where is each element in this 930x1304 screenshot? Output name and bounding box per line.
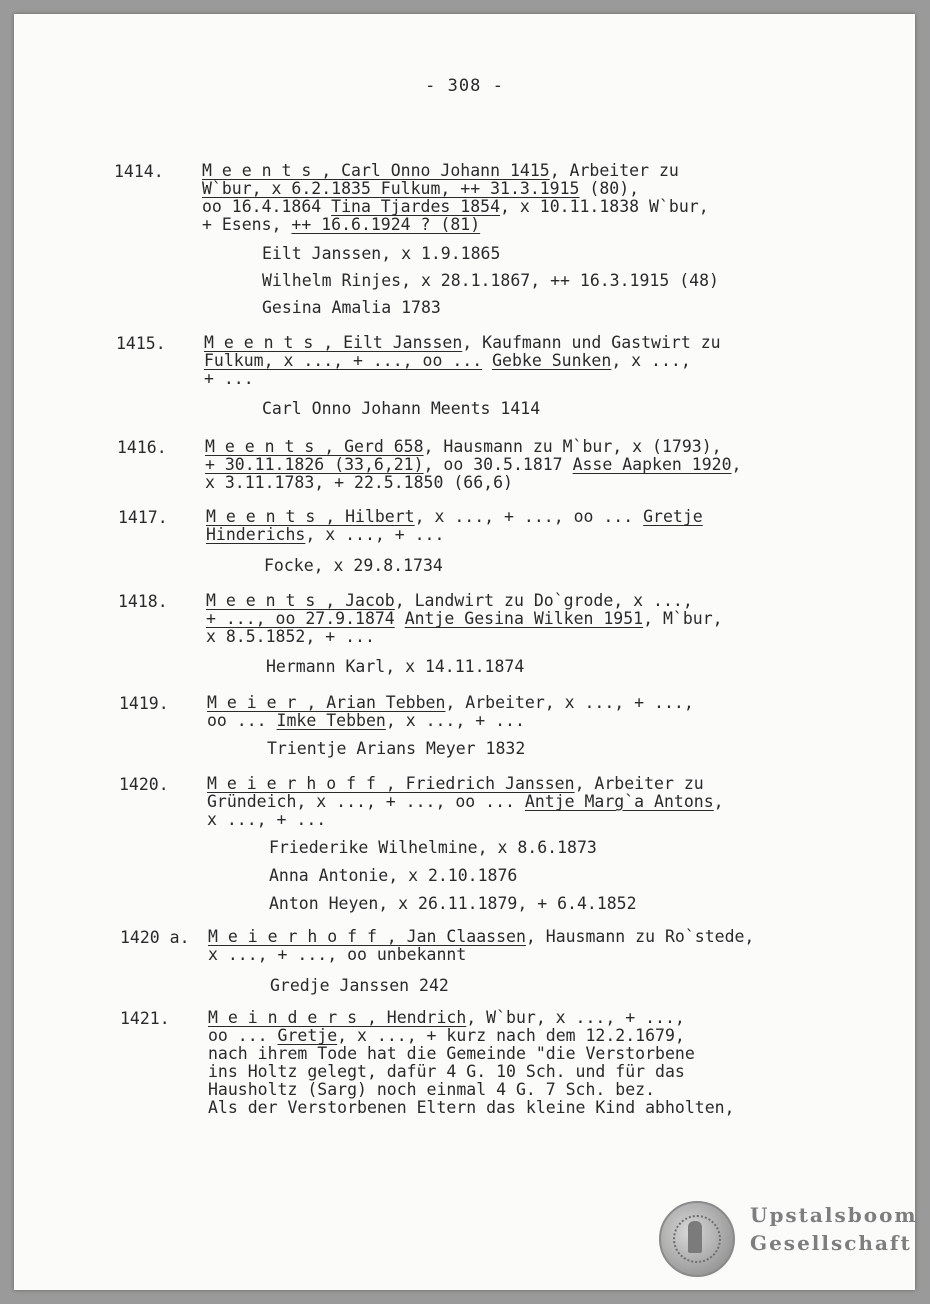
child-line: Focke, x 29.8.1734 — [264, 556, 443, 575]
text-line — [204, 334, 824, 352]
text-segment: x ..., + ... — [207, 810, 327, 829]
underlined-text: + ..., oo 27.9.1874 — [206, 609, 395, 628]
text-segment: oo ... — [207, 711, 277, 730]
text-line — [208, 946, 828, 964]
entry-number: 1416. — [117, 438, 167, 457]
child-line: Gredje Janssen 242 — [270, 976, 449, 995]
text-segment: x 8.5.1852, + ... — [206, 627, 375, 646]
child-line: Hermann Karl, x 14.11.1874 — [266, 657, 525, 676]
entry-text — [206, 508, 826, 544]
text-segment: nach ihrem Tode hat die Gemeinde "die Verstorbene — [208, 1044, 695, 1063]
child-line: Anton Heyen, x 26.11.1879, + 6.4.1852 — [269, 894, 637, 913]
entry-number: 1414. — [114, 162, 164, 181]
underlined-text: Imke Tebben — [276, 711, 386, 730]
text-segment: , x ..., + ..., oo ... — [414, 507, 644, 526]
child-line: Eilt Janssen, x 1.9.1865 — [262, 244, 501, 263]
text-line — [208, 928, 828, 946]
text-segment: , x ..., + ... — [385, 711, 525, 730]
underlined-text: M e e n t s , Carl Onno Johann 1415 — [202, 161, 550, 180]
text-segment: x 3.11.1783, + 22.5.1850 (66,6) — [205, 473, 513, 492]
text-line — [202, 198, 822, 216]
text-segment: , W`bur, x ..., + ..., — [466, 1008, 685, 1027]
underlined-text: Hinderichs — [206, 525, 306, 544]
text-line — [208, 1099, 828, 1117]
seal-icon — [659, 1201, 735, 1277]
entry-number: 1415. — [116, 334, 166, 353]
text-segment: , x 10.11.1838 W`bur, — [500, 197, 709, 216]
entry-text — [204, 334, 824, 388]
logo-line-2: Gesellschaft — [750, 1231, 912, 1255]
entry-number: 1418. — [118, 592, 168, 611]
text-segment: Gründeich, x ..., + ..., oo ... — [207, 792, 525, 811]
text-line — [206, 628, 826, 646]
text-segment: , M`bur, — [643, 609, 723, 628]
text-line — [207, 712, 827, 730]
text-segment: , Hausmann zu M`bur, x (1793), — [423, 437, 722, 456]
text-segment: , Landwirt zu Do`grode, x ..., — [394, 591, 693, 610]
text-line — [207, 694, 827, 712]
text-line — [205, 474, 825, 492]
text-segment: , — [713, 792, 724, 811]
entry-number: 1420. — [119, 775, 169, 794]
text-line — [207, 793, 827, 811]
text-segment: ins Holtz gelegt, dafür 4 G. 10 Sch. und für das — [208, 1062, 685, 1081]
child-line: Trientje Arians Meyer 1832 — [267, 739, 526, 758]
text-line — [204, 370, 824, 388]
text-segment: , x ..., — [611, 351, 691, 370]
text-line — [202, 216, 822, 234]
text-segment: oo 16.4.1864 — [202, 197, 332, 216]
underlined-text: M e i e r , Arian Tebben — [207, 693, 446, 712]
underlined-text: M e e n t s , Eilt Janssen — [204, 333, 463, 352]
text-line — [208, 1081, 828, 1099]
text-segment: , oo 30.5.1817 — [423, 455, 573, 474]
underlined-text: Tina Tjardes 1854 — [331, 197, 501, 216]
text-segment: , Hausmann zu Ro`stede, — [525, 927, 755, 946]
page-number: - 308 - — [425, 76, 504, 96]
text-segment: Hausholtz (Sarg) noch einmal 4 G. 7 Sch. bez. — [208, 1080, 656, 1099]
text-segment: Als der Verstorbenen Eltern das kleine Kind abholten, — [208, 1098, 735, 1117]
text-segment: , Arbeiter zu — [574, 774, 704, 793]
text-segment: , — [731, 455, 742, 474]
underlined-text: M e e n t s , Jacob — [206, 591, 395, 610]
text-segment — [482, 351, 492, 370]
underlined-text: Antje Gesina Wilken 1951 — [404, 609, 644, 628]
entry-text — [202, 162, 822, 234]
underlined-text: Antje Marg`a Antons — [524, 792, 714, 811]
upstalsboom-logo — [659, 1199, 918, 1279]
underlined-text: M e e n t s , Gerd 658 — [205, 437, 424, 456]
text-segment — [395, 609, 405, 628]
child-line: Anna Antonie, x 2.10.1876 — [269, 866, 518, 885]
text-line — [204, 352, 824, 370]
entry-text — [205, 438, 825, 492]
entry-text — [208, 1009, 828, 1117]
text-segment: oo ... — [208, 1026, 278, 1045]
underlined-text: M e i e r h o f f , Friedrich Janssen — [207, 774, 575, 793]
entry-number: 1417. — [118, 508, 168, 527]
child-line: Friederike Wilhelmine, x 8.6.1873 — [269, 838, 597, 857]
underlined-text: Gebke Sunken — [492, 351, 612, 370]
underlined-text: M e i n d e r s , Hendrich — [208, 1008, 467, 1027]
text-line — [207, 811, 827, 829]
text-line — [208, 1027, 828, 1045]
entry-text — [207, 775, 827, 829]
text-line — [208, 1009, 828, 1027]
text-segment: + Esens, — [202, 215, 292, 234]
underlined-text: ++ 16.6.1924 ? (81) — [291, 215, 481, 234]
text-line — [202, 162, 822, 180]
underlined-text: + 30.11.1826 (33,6,21) — [205, 455, 424, 474]
text-line — [208, 1063, 828, 1081]
text-line — [206, 610, 826, 628]
entry-text — [208, 928, 828, 964]
underlined-text: M e e n t s , Hilbert — [206, 507, 415, 526]
text-segment: , Arbeiter zu — [549, 161, 679, 180]
entry-text — [207, 694, 827, 730]
text-segment: (80), — [579, 179, 640, 198]
text-line — [205, 438, 825, 456]
text-segment: , x ..., + kurz nach dem 12.2.1679, — [337, 1026, 685, 1045]
child-line: Carl Onno Johann Meents 1414 — [262, 399, 541, 418]
text-line — [206, 508, 826, 526]
text-segment: , Kaufmann und Gastwirt zu — [462, 333, 721, 352]
text-segment: x ..., + ..., oo unbekannt — [208, 945, 467, 964]
underlined-text: Gretje — [643, 507, 703, 526]
underlined-text: Asse Aapken 1920 — [572, 455, 732, 474]
text-line — [206, 592, 826, 610]
text-segment: , Arbeiter, x ..., + ..., — [445, 693, 694, 712]
child-line: Wilhelm Rinjes, x 28.1.1867, ++ 16.3.1915 (48) — [262, 271, 719, 290]
underlined-text: Gretje — [277, 1026, 338, 1045]
logo-line-1: Upstalsboom — [750, 1203, 918, 1227]
text-line — [208, 1045, 828, 1063]
child-line: Gesina Amalia 1783 — [262, 298, 441, 317]
entry-text — [206, 592, 826, 646]
text-line — [207, 775, 827, 793]
text-segment: , x ..., + ... — [305, 525, 445, 544]
underlined-text: M e i e r h o f f , Jan Claassen — [208, 927, 526, 946]
text-line — [202, 180, 822, 198]
text-segment: + ... — [204, 369, 254, 388]
entry-number: 1420 a. — [120, 928, 190, 947]
underlined-text: Fulkum, x ..., + ..., oo ... — [204, 351, 483, 370]
entry-number: 1421. — [120, 1009, 170, 1028]
underlined-text: W`bur, x 6.2.1835 Fulkum, ++ 31.3.1915 — [202, 179, 580, 198]
text-line — [206, 526, 826, 544]
entry-number: 1419. — [119, 694, 169, 713]
text-line — [205, 456, 825, 474]
document-page — [14, 14, 918, 1290]
